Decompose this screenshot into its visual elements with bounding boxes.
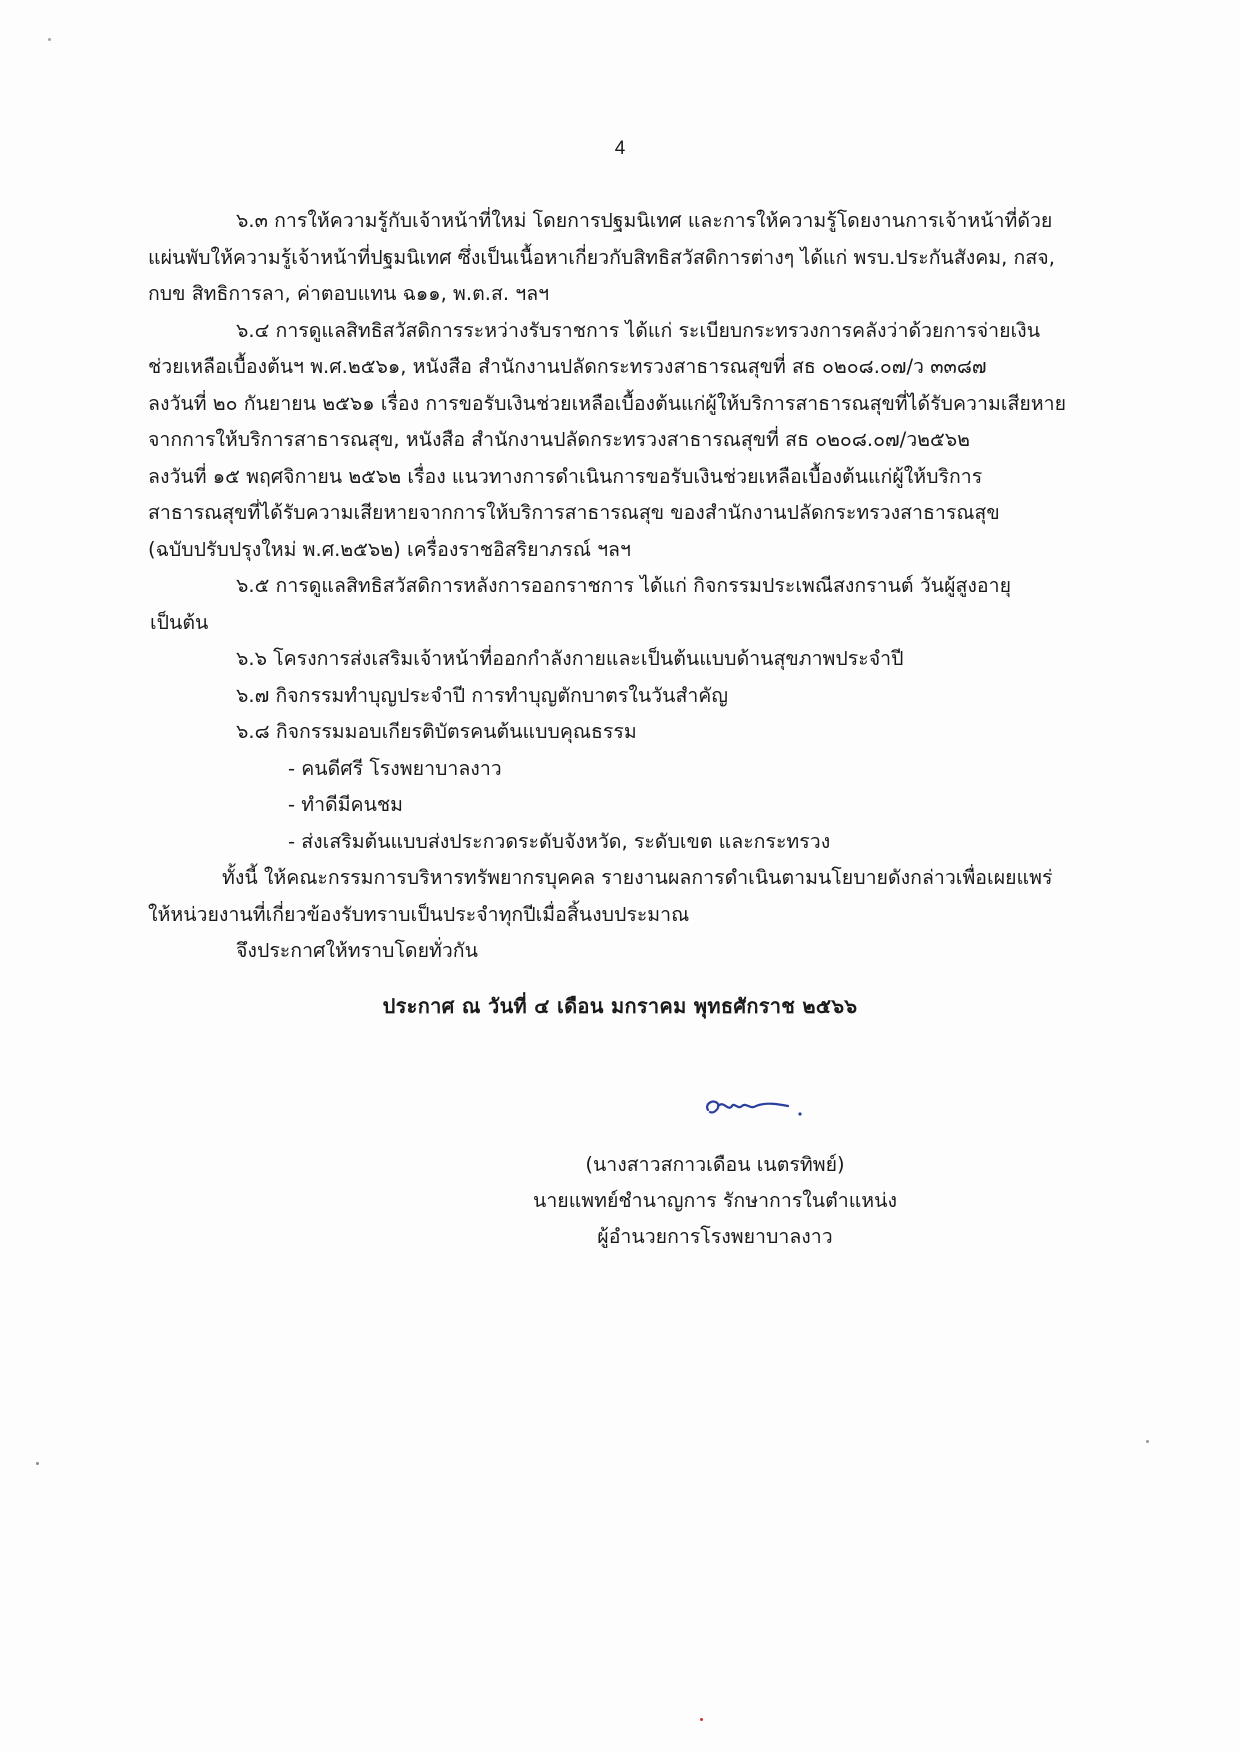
announcement-date: ประกาศ ณ วันที่ ๔ เดือน มกราคม พุทธศักราช ๒๕๖๖ — [382, 994, 858, 1018]
paragraph-line: ๖.๔ การดูแลสิทธิสวัสดิการระหว่างรับราชการ ได้แก่ ระเบียบกระทรวงการคลังว่าด้วยการจ่ายเงิน — [236, 318, 1041, 342]
paragraph-line: ๖.๓ การให้ความรู้กับเจ้าหน้าที่ใหม่ โดยการปฐมนิเทศ และการให้ความรู้โดยงานการเจ้าหน้าที่ด้วย — [236, 209, 1053, 232]
paragraph-line: ช่วยเหลือเบื้องต้นฯ พ.ศ.๒๕๖๑, หนังสือ สำนักงานปลัดกระทรวงสาธารณสุขที่ สธ ๐๒๐๘.๐๗/ว ๓๓๘๗ — [148, 355, 987, 378]
paragraph-line: ทั้งนี้ ให้คณะกรรมการบริหารทรัพยากรบุคคล รายงานผลการดำเนินตามนโยบายดังกล่าวเพื่อเผยแพร่ — [222, 866, 1053, 889]
document-body — [148, 203, 1132, 970]
scan-speck — [48, 38, 51, 41]
paragraph-line: (ฉบับปรับปรุงใหม่ พ.ศ.๒๕๖๒) เครื่องราชอิสริยาภรณ์ ฯลฯ — [148, 537, 631, 561]
list-item: ๖.๘ กิจกรรมมอบเกียรติบัตรคนต้นแบบคุณธรรม — [236, 720, 637, 743]
paragraph-line: ลงวันที่ ๑๕ พฤศจิกายน ๒๕๖๒ เรื่อง แนวทางการดำเนินการขอรับเงินช่วยเหลือเบื้องต้นแก่ผู้ให้บริการ — [148, 464, 983, 488]
sub-item-list — [148, 751, 1132, 861]
signature-block — [480, 1147, 950, 1255]
notice-line: จึงประกาศให้ทราบโดยทั่วกัน — [236, 939, 478, 962]
page-number: 4 — [614, 138, 626, 159]
list-item: ๖.๗ กิจกรรมทำบุญประจำปี การทำบุญตักบาตรในวันสำคัญ — [236, 683, 728, 707]
list-item: ๖.๖ โครงการส่งเสริมเจ้าหน้าที่ออกกำลังกายและเป็นต้นแบบด้านสุขภาพประจำปี — [236, 647, 904, 670]
sub-list-item: - คนดีศรี โรงพยาบาลงาว — [288, 756, 502, 780]
paragraph-line: กบข สิทธิการลา, ค่าตอบแทน ฉ๑๑, พ.ต.ส. ฯลฯ — [148, 282, 550, 305]
scan-speck — [700, 1718, 703, 1721]
sub-list-item: - ส่งเสริมต้นแบบส่งประกวดระดับจังหวัด, ระดับเขต และกระทรวง — [288, 829, 831, 853]
signatory-position: นายแพทย์ชำนาญการ รักษาการในตำแหน่ง — [533, 1189, 897, 1212]
paragraph-line: ให้หน่วยงานที่เกี่ยวข้องรับทราบเป็นประจำทุกปีเมื่อสิ้นงบประมาณ — [148, 902, 690, 926]
scan-speck — [1146, 1440, 1149, 1443]
paragraph-line: ลงวันที่ ๒๐ กันยายน ๒๕๖๑ เรื่อง การขอรับเงินช่วยเหลือเบื้องต้นแก่ผู้ให้บริการสาธารณสุขที่ได้รับความเสียหาย — [148, 391, 1067, 415]
scan-speck — [36, 1462, 39, 1465]
paragraph-line: เป็นต้น — [150, 610, 209, 634]
sub-list-item: - ทำดีมีคนชม — [288, 793, 404, 816]
paragraph-line: ๖.๕ การดูแลสิทธิสวัสดิการหลังการออกราชการ ได้แก่ กิจกรรมประเพณีสงกรานต์ วันผู้สูงอายุ — [236, 574, 1012, 597]
item-list — [148, 641, 1132, 751]
paragraph-6-3 — [148, 203, 1132, 313]
closing-paragraph — [148, 860, 1132, 970]
paragraph-line: จากการให้บริการสาธารณสุข, หนังสือ สำนักงานปลัดกระทรวงสาธารณสุขที่ สธ ๐๒๐๘.๐๗/ว๒๕๖๒ — [148, 428, 970, 451]
paragraph-line: สาธารณสุขที่ได้รับความเสียหายจากการให้บริการสาธารณสุข ของสำนักงานปลัดกระทรวงสาธารณสุข — [148, 501, 1000, 524]
paragraph-6-5 — [148, 568, 1132, 641]
signatory-name: (นางสาวสกาวเดือน เนตรทิพย์) — [585, 1153, 845, 1176]
paragraph-line: แผ่นพับให้ความรู้เจ้าหน้าที่ปฐมนิเทศ ซึ่งเป็นเนื้อหาเกี่ยวกับสิทธิสวัสดิการต่างๆ ได้แก่ พรบ.ประกันสังคม, กสจ, — [148, 245, 1055, 269]
handwritten-signature — [700, 1090, 810, 1130]
paragraph-6-4 — [148, 313, 1132, 569]
signatory-title: ผู้อำนวยการโรงพยาบาลงาว — [597, 1225, 833, 1248]
